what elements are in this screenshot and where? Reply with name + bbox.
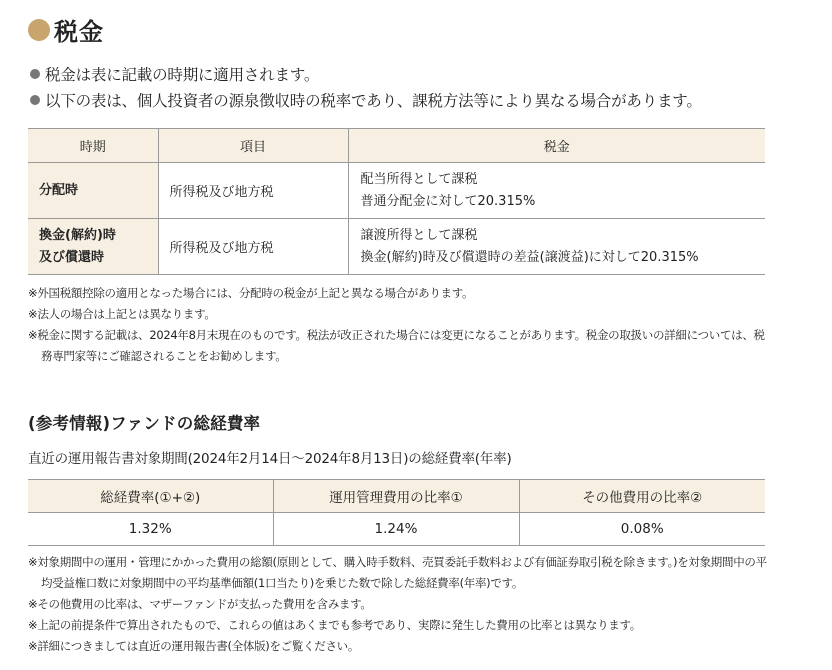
expense-table <box>28 479 765 546</box>
note-item: ※詳細につきましては直近の運用報告書(全体版)をご覧ください。 <box>28 639 360 653</box>
bullet-text: 以下の表は、個人投資者の源泉徴収時の税率であり、課税方法等により異なる場合があります。 <box>45 92 702 110</box>
bullet-item <box>30 88 820 114</box>
table-header-row <box>28 480 765 513</box>
note-item: ※対象期間中の運用・管理にかかった費用の総額(原則として、購入時手数料、売買委託手数料および有価証券取引税を除きます。)を対象期間中の平均受益権口数に対象期間中の平均基準価額(1口当たり)を乗じた数で除した総経費率(年率)です。 <box>28 555 767 590</box>
tax-line: 配当所得として課税 <box>360 171 478 187</box>
header-total-ratio: 総経費率(①+②) <box>28 480 273 513</box>
total-ratio-value: 1.32% <box>28 513 273 546</box>
table-row <box>28 513 765 546</box>
bullet-icon <box>30 95 40 105</box>
timing-cell <box>28 163 158 219</box>
page-title: 税金 <box>54 18 104 46</box>
header-timing: 時期 <box>28 129 158 163</box>
header-management-ratio: 運用管理費用の比率① <box>273 480 519 513</box>
timing-cell <box>28 219 158 275</box>
tax-line: 換金(解約)時及び償還時の差益(譲渡益)に対して20.315% <box>360 249 699 265</box>
tax-table <box>28 128 765 275</box>
note-item: ※外国税額控除の適用となった場合には、分配時の税金が上記と異なる場合があります。 <box>28 286 474 300</box>
circle-icon <box>28 19 50 41</box>
table-row <box>28 163 765 219</box>
header-tax: 税金 <box>348 129 765 163</box>
tax-line: 普通分配金に対して20.315% <box>360 193 536 209</box>
table-row <box>28 219 765 275</box>
management-ratio-value: 1.24% <box>273 513 519 546</box>
tax-cell <box>348 219 765 275</box>
bullet-list <box>30 62 820 114</box>
note-item: ※税金に関する記載は、2024年8月末現在のものです。税法が改正された場合には変更になることがあります。税金の取扱いの詳細については、税務専門家等にご確認されることをお勧めします。 <box>28 328 765 363</box>
item-cell: 所得税及び地方税 <box>158 163 348 219</box>
tax-line: 譲渡所得として課税 <box>360 227 478 243</box>
other-ratio-value: 0.08% <box>519 513 765 546</box>
item-cell: 所得税及び地方税 <box>158 219 348 275</box>
note-item: ※その他費用の比率は、マザーファンドが支払った費用を含みます。 <box>28 597 372 611</box>
timing-text: 及び償還時 <box>39 249 105 265</box>
header-item: 項目 <box>158 129 348 163</box>
bullet-item <box>30 62 820 88</box>
expense-period: 直近の運用報告書対象期間(2024年2月14日〜2024年8月13日)の総経費率(年率) <box>28 451 512 467</box>
timing-text: 換金(解約)時 <box>39 227 116 243</box>
bullet-text: 税金は表に記載の時期に適用されます。 <box>45 66 320 84</box>
note-item: ※上記の前提条件で算出されたもので、これらの値はあくまでも参考であり、実際に発生した費用の比率とは異なります。 <box>28 618 641 632</box>
expense-title: (参考情報)ファンドの総経費率 <box>28 414 261 433</box>
bullet-icon <box>30 69 40 79</box>
timing-text: 分配時 <box>39 182 79 198</box>
header-other-ratio: その他費用の比率② <box>519 480 765 513</box>
tax-cell <box>348 163 765 219</box>
table-header-row <box>28 129 765 163</box>
tax-notes <box>28 283 773 367</box>
note-item: ※法人の場合は上記とは異なります。 <box>28 307 216 321</box>
section-heading <box>28 12 104 47</box>
expense-notes <box>28 552 773 657</box>
